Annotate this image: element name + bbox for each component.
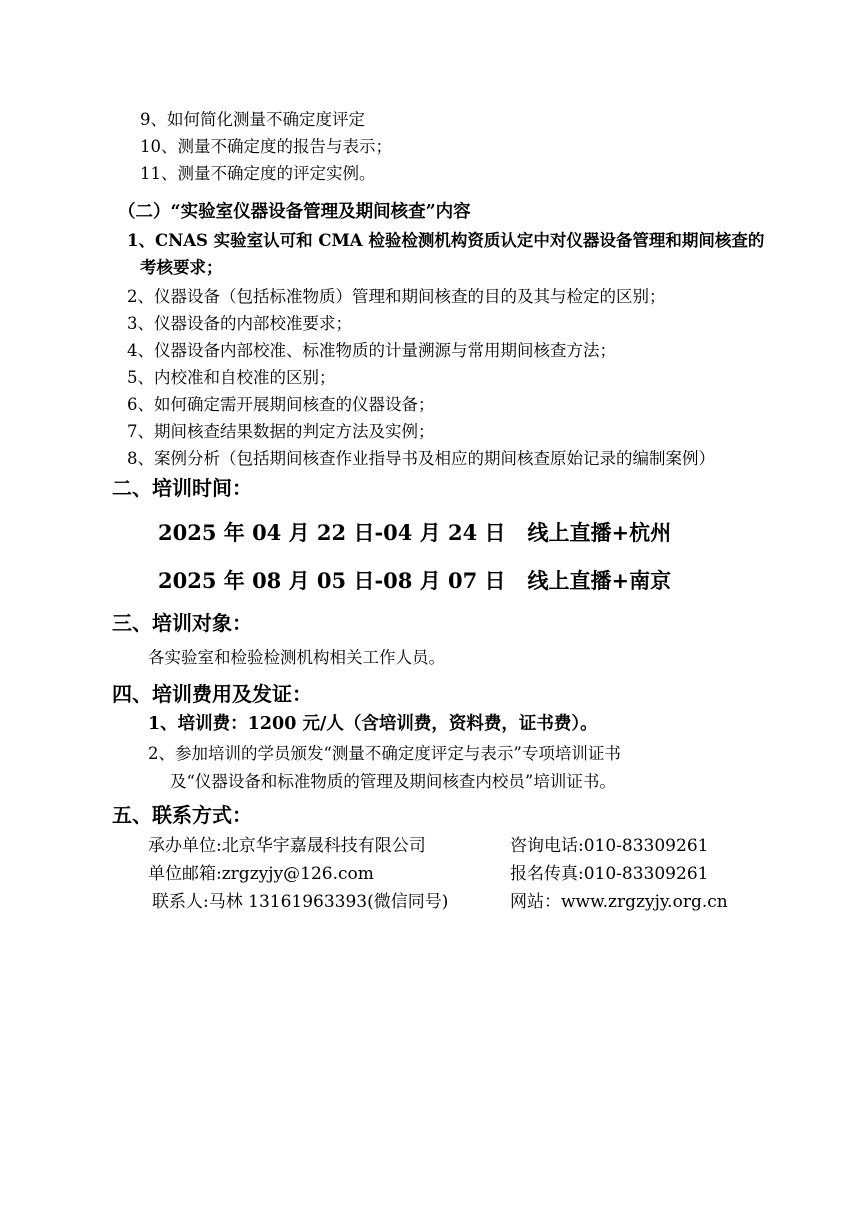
contact-person: 联系人:马林 13161963393(微信同号)	[152, 892, 449, 912]
equipment-management-heading: （二）“实验室仪器设备管理及期间核查”内容	[118, 202, 471, 222]
equipment-item-6: 6、如何确定需开展期间核查的仪器设备；	[127, 395, 435, 414]
equipment-item-7: 7、期间核查结果数据的判定方法及实例；	[127, 422, 435, 441]
contact-website: 网站：www.zrgzyjy.org.cn	[510, 892, 728, 912]
uncertainty-item-9: 9、如何简化测量不确定度评定	[140, 110, 365, 129]
training-audience-text: 各实验室和检验检测机构相关工作人员。	[148, 648, 445, 667]
contact-phone: 咨询电话:010-83309261	[510, 836, 709, 856]
uncertainty-item-11: 11、测量不确定度的评定实例。	[140, 164, 376, 183]
contact-email: 单位邮箱:zrgzyjy@126.com	[148, 864, 374, 884]
fees-heading: 四、培训费用及发证：	[112, 682, 312, 706]
equipment-item-1: 1、CNAS 实验室认可和 CMA 检验检测机构资质认定中对仪器设备管理和期间核查的	[127, 231, 765, 250]
training-time-heading: 二、培训时间：	[112, 476, 252, 500]
equipment-item-4: 4、仪器设备内部校准、标准物质的计量溯源与常用期间核查方法；	[127, 341, 616, 360]
contact-organizer: 承办单位:北京华宇嘉晟科技有限公司	[148, 836, 426, 856]
contact-heading: 五、联系方式：	[112, 803, 252, 827]
training-session-hangzhou: 2025 年 04 月 22 日-04 月 24 日 线上直播+杭州	[158, 520, 672, 545]
equipment-item-3: 3、仪器设备的内部校准要求；	[127, 314, 352, 333]
contact-fax: 报名传真:010-83309261	[510, 864, 709, 884]
equipment-item-1-continued: 考核要求；	[140, 258, 223, 277]
certificate-line-1: 2、参加培训的学员颁发“测量不确定度评定与表示”专项培训证书	[148, 744, 621, 763]
training-session-nanjing: 2025 年 08 月 05 日-08 月 07 日 线上直播+南京	[158, 568, 672, 593]
training-audience-heading: 三、培训对象：	[112, 611, 252, 635]
certificate-line-2: 及“仪器设备和标准物质的管理及期间核查内校员”培训证书。	[170, 772, 616, 791]
uncertainty-item-10: 10、测量不确定度的报告与表示；	[140, 137, 392, 156]
fee-line: 1、培训费：1200 元/人（含培训费，资料费，证书费）。	[148, 714, 598, 734]
equipment-item-2: 2、仪器设备（包括标准物质）管理和期间核查的目的及其与检定的区别；	[127, 287, 666, 306]
equipment-item-5: 5、内校准和自校准的区别；	[127, 368, 336, 387]
equipment-item-8: 8、案例分析（包括期间核查作业指导书及相应的期间核查原始记录的编制案例）	[127, 449, 715, 468]
